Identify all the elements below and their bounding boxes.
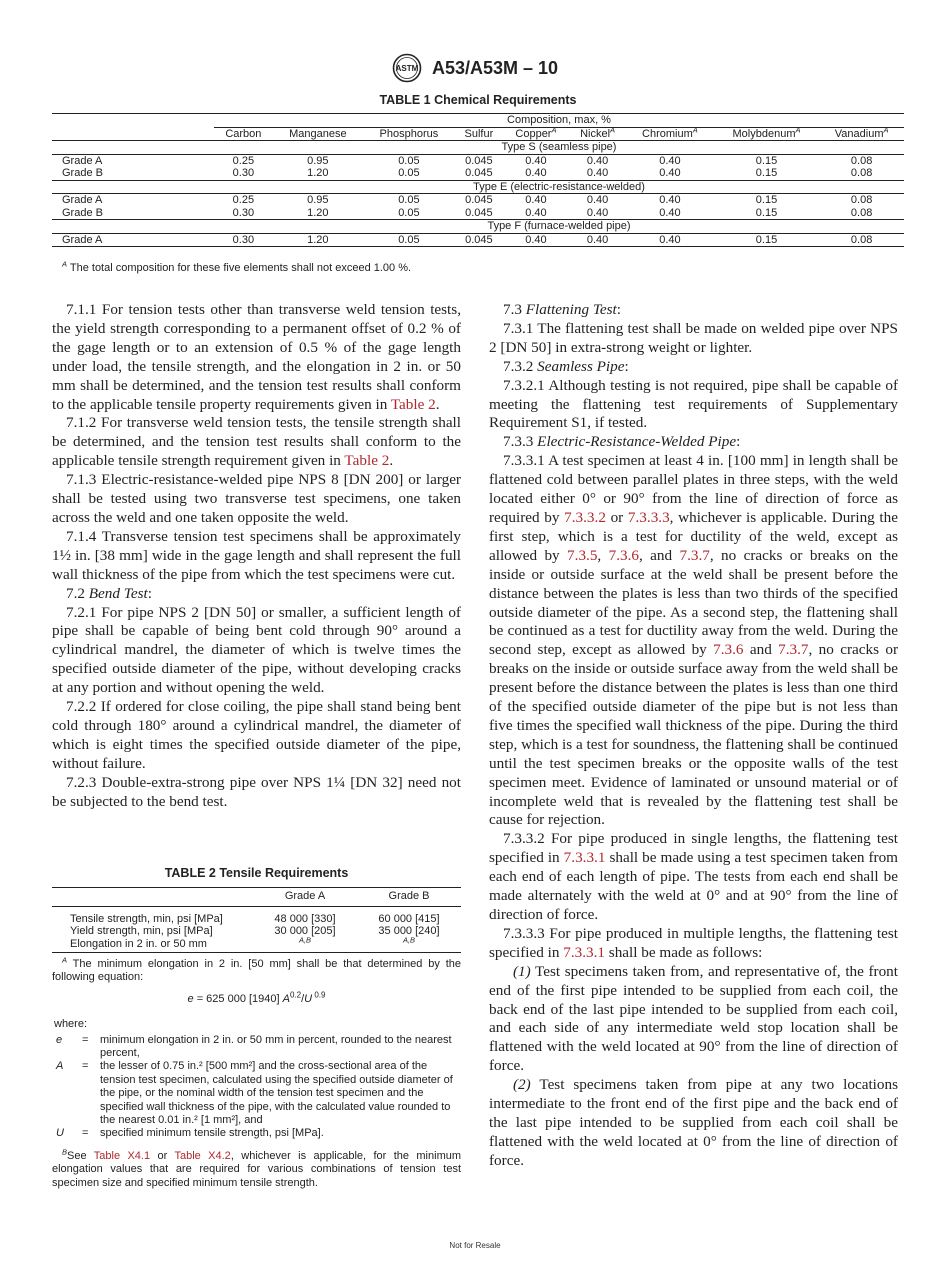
table1-column-headers: [52, 127, 904, 141]
table1-cell: 0.15: [755, 167, 778, 179]
section-7-1-3: 7.1.3 Electric-resistance-welded pipe NPS 8 [DN 200] or larger shall be tested using two transverse test specimens, one taken across the weld and one taken opposite the weld.: [52, 471, 461, 526]
table-row: [52, 938, 461, 953]
definition-symbol: U: [56, 1127, 64, 1140]
section-7-1-2: 7.1.2 For transverse weld tension tests, the tensile strength shall be determined, and the tension test results shall conform to the applicable tensile strength requirement given in Table 2.: [52, 414, 461, 470]
table-x4-1-link[interactable]: Table X4.1: [93, 1149, 151, 1162]
table1-cell: 0.05: [398, 167, 420, 179]
table1-group-title: Type E (electric-resistance-welded): [214, 180, 904, 194]
table1-cell: 0.045: [455, 233, 503, 247]
ref-7-3-5[interactable]: 7.3.5: [567, 546, 598, 564]
ref-7-3-3-1[interactable]: 7.3.3.1: [563, 943, 605, 961]
table1-cell: 0.40: [503, 233, 569, 247]
table1-cell: 0.40: [525, 206, 547, 219]
table2-row-label: Tensile strength, min, psi [MPa]: [70, 912, 223, 925]
table2-cell: A,B: [357, 938, 461, 953]
ref-7-3-6[interactable]: 7.3.6: [608, 546, 639, 564]
table1-column-header: Manganese: [273, 127, 363, 141]
section-7-2-heading: 7.2 Bend Test:: [66, 584, 152, 602]
definition-text: specified minimum tensile strength, psi [MPa].: [100, 1127, 324, 1140]
table1-cell: 0.40: [569, 233, 626, 247]
ref-7-3-3-3[interactable]: 7.3.3.3: [627, 508, 670, 526]
table-x4-2-link[interactable]: Table X4.2: [174, 1149, 231, 1162]
table1: [52, 113, 904, 247]
table-row: [52, 154, 904, 167]
table1-column-header: Phosphorus: [363, 127, 455, 141]
table1-cell: 0.15: [755, 206, 778, 219]
ref-7-3-3-2[interactable]: 7.3.3.2: [564, 508, 606, 526]
table1-row-label: Grade A: [52, 233, 214, 247]
table1-cell: 0.40: [659, 206, 681, 219]
table1-column-header: Nickel$^A$: [569, 127, 626, 141]
table2-body: [52, 906, 461, 953]
section-7-2-3: 7.2.3 Double-extra-strong pipe over NPS 1¼ [DN 32] need not be subjected to the bend test.: [52, 773, 461, 810]
table1-footnote: [62, 259, 412, 274]
definition-symbol: e: [56, 1033, 63, 1046]
table2-link[interactable]: Table 2: [390, 395, 436, 413]
chemical-requirements-table: [52, 113, 904, 247]
table1-cell: 1.20: [307, 167, 329, 179]
table2-cell: 35 000 [240]: [378, 925, 440, 937]
table1-cell: 0.40: [586, 206, 609, 219]
page-header: [0, 53, 950, 83]
tensile-requirements-table: [52, 887, 461, 953]
table1-cell: 0.15: [714, 233, 820, 247]
section-7-3-3-3: 7.3.3.3 For pipe produced in multiple lengths, the flattening test specified in 7.3.3.1 shall be made as follows:: [489, 924, 898, 961]
table1-cell: 0.40: [659, 167, 681, 179]
table1-cell: 0.045: [465, 167, 493, 179]
table1-group-title: Type F (furnace-welded pipe): [214, 220, 904, 234]
table1-cell: 0.40: [626, 233, 714, 247]
table1-column-header: Sulfur: [455, 127, 503, 141]
table1-cell: 0.40: [503, 154, 569, 167]
table1-cell: 0.045: [455, 154, 503, 167]
definition-equals: =: [82, 1060, 89, 1073]
table1-cell: 0.40: [626, 154, 714, 167]
list-item-2: (2) Test specimens taken from pipe at any two locations intermediate to the front end of the first pipe and the back end of the last pipe intended to be supplied from each coil shall be flattened with the weld located at 0° from the line of direction of force.: [489, 1076, 898, 1169]
table1-group-row: [52, 220, 904, 234]
table1-cell: 0.15: [714, 154, 820, 167]
table1-cell: 0.05: [398, 206, 420, 219]
table-row: [52, 233, 904, 247]
table1-cell: 0.40: [626, 194, 714, 207]
section-7-3-3-2: 7.3.3.2 For pipe produced in single lengths, the flattening test specified in 7.3.3.1 shall be made using a test specimen taken from each end of each length of pipe. The tests from each end shall be made alternately with the weld at 0° and at 90° from the line of direction of force.: [489, 830, 898, 923]
definition-row: [52, 1060, 461, 1127]
table1-row-label: Grade B: [62, 167, 103, 179]
table1-cell: 0.05: [363, 154, 455, 167]
section-7-3-2-heading: 7.3.2 Seamless Pipe:: [503, 357, 629, 375]
right-column: [489, 301, 898, 1171]
table1-row-label: Grade A: [52, 154, 214, 167]
section-7-3-2-1: 7.3.2.1 Although testing is not required, pipe shall be capable of meeting the flattening test requirements of Supplementary Requirement S1, if tested.: [489, 376, 898, 432]
section-7-3-3-heading: 7.3.3 Electric-Resistance-Welded Pipe:: [503, 433, 741, 451]
table2-note-a: $^A$ The minimum elongation in 2 in. [50 mm] shall be that determined by the following equation:: [52, 955, 461, 984]
table1-cell: 0.40: [503, 194, 569, 207]
section-7-1-1: 7.1.1 For tension tests other than transverse weld tension tests, the yield strength corresponding to a permanent offset of 0.2 % of the gage length or to an extension of 0.5 % of the gage length under load, the tensile strength, and the elongation in 2 in. or 50 mm shall be determined, and the tension test results shall conform to the applicable tensile property requirements given in Table 2.: [52, 301, 461, 413]
table2-column-header: Grade B: [357, 888, 461, 907]
table2-link[interactable]: Table 2: [344, 452, 390, 470]
section-7-2-2: 7.2.2 If ordered for close coiling, the pipe shall stand being bent cold through 180° around a cylindrical mandrel, the diameter of which is eight times the specified outside diameter of the pipe, without failure.: [52, 698, 461, 772]
page-footer: Not for Resale: [449, 1241, 501, 1250]
table1-cell: 0.08: [819, 233, 904, 247]
table1-cell: 0.95: [273, 194, 363, 207]
definition-symbol: A: [56, 1060, 64, 1073]
table-row: [52, 207, 904, 220]
table1-row-label: Grade B: [62, 206, 103, 219]
table1-cell: 0.30: [232, 206, 255, 219]
table1-row-label: Grade A: [52, 194, 214, 207]
astm-logo-text: ASTM: [395, 64, 419, 74]
table1-group-row: [52, 180, 904, 194]
table1-column-header: Molybdenum$^A$: [714, 127, 820, 141]
definition-row: [52, 1034, 461, 1061]
table2-cell: 60 000 [415]: [378, 912, 440, 925]
table-row: [52, 194, 904, 207]
table1-cell: 0.05: [363, 194, 455, 207]
table2-row-label: Elongation in 2 in. or 50 mm: [52, 938, 253, 953]
elongation-equation: e = 625 000 [1940] $A^{0.2}/U$ $^{0.9}$: [187, 990, 326, 1005]
table1-cell: 0.30: [214, 233, 273, 247]
table1-cell: 0.25: [214, 194, 273, 207]
table1-cell: 0.95: [273, 154, 363, 167]
table1-footnote-text: The total composition for these five elements shall not exceed 1.00 %.: [69, 262, 412, 274]
table1-cell: 1.20: [273, 233, 363, 247]
table1-cell: 1.20: [307, 206, 329, 219]
table1-cell: 0.05: [363, 233, 455, 247]
table2-row-label: Yield strength, min, psi [MPa]: [70, 925, 213, 937]
definition-text: the lesser of 0.75 in.² [500 mm²] and the cross-sectional area of the tension test specimen, calculated using the specified outside diameter of the pipe, or the nominal width of the tension test specimen and the specified wall thickness of the pipe, with the calculated value rounded to the nearest 0.01 in.² [1 mm²], and: [100, 1060, 453, 1127]
section-7-3-heading: 7.3 Flattening Test:: [503, 301, 622, 318]
table1-cell: 0.30: [232, 167, 255, 179]
table1-cell: 0.08: [819, 194, 904, 207]
list-item-1: (1) Test specimens taken from, and representative of, the front end of the first pipe intended to be supplied from each coil, the back end of the last pipe intended to be supplied from each coil, and each side of any intermediate weld stop location shall be flattened with the weld located at 90° from the line of direction of force.: [489, 962, 898, 1075]
table1-group-row: [52, 141, 904, 155]
table1-cell: 0.045: [465, 206, 493, 219]
table1-column-header: Copper$^A$: [503, 127, 569, 141]
where-label: where:: [54, 1018, 88, 1031]
table2-column-headers: [52, 888, 461, 907]
definition-text: minimum elongation in 2 in. or 50 mm in percent, rounded to the nearest percent,: [100, 1033, 452, 1060]
table2-column-header: Grade A: [253, 888, 357, 907]
section-7-3-1: 7.3.1 The flattening test shall be made on welded pipe over NPS 2 [DN 50] in extra-strong weight or lighter.: [489, 319, 898, 356]
table2-cell: 48 000 [330]: [274, 912, 336, 925]
left-column: [52, 301, 461, 811]
ref-7-3-7[interactable]: 7.3.7: [778, 641, 809, 659]
definition-row: [52, 1127, 461, 1140]
table1-cell: 0.15: [714, 194, 820, 207]
definition-equals: =: [82, 1033, 89, 1046]
table1-cell: 0.40: [569, 194, 626, 207]
table1-body: [52, 141, 904, 247]
table1-caption: TABLE 1 Chemical Requirements: [379, 93, 577, 107]
table1-cell: 0.40: [569, 154, 626, 167]
table1-cell: 0.40: [586, 167, 609, 179]
definition-equals: =: [82, 1127, 89, 1140]
footnote-mark: A: [62, 259, 68, 269]
equation-definitions: [52, 1034, 461, 1141]
table2-cell: 30 000 [205]: [274, 925, 336, 937]
table2-note-b: $^B$See Table X4.1 or Table X4.2, whichever is applicable, for the minimum elongation values that are required for various combinations of tension test specimen size and specified minimum tensile strength.: [52, 1147, 462, 1189]
table1-column-header: Chromium$^A$: [626, 127, 714, 141]
ref-7-3-3-1[interactable]: 7.3.3.1: [563, 849, 606, 867]
ref-7-3-6[interactable]: 7.3.6: [713, 641, 744, 659]
document-designation: A53/A53M – 10: [431, 57, 559, 78]
section-7-2-1: 7.2.1 For pipe NPS 2 [DN 50] or smaller, a sufficient length of pipe shall be capable of being bent cold through 90° around a cylindrical mandrel, the diameter of which is twelve times the specified outside diameter of the pipe, without developing cracks at any portion and without opening the weld.: [52, 603, 461, 697]
table-row: [52, 167, 904, 180]
ref-7-3-7[interactable]: 7.3.7: [679, 546, 710, 564]
section-7-3-3-1: 7.3.3.1 A test specimen at least 4 in. [100 mm] in length shall be flattened cold between parallel plates in three steps, with the weld located either 0° or 90° from the line of direction of force as required by 7.3.3.2 or 7.3.3.3, whichever is applicable. During the first step, which is a test for ductility of the weld, except as allowed by 7.3.5, 7.3.6, and 7.3.7, no cracks or breaks on the inside or outside surface at the weld shall be present before the distance between the plates is less than two thirds of the specified outside diameter of the pipe. As a second step, the flattening shall be continued as a test for ductility away from the weld. During the second step, except as allowed by 7.3.6 and 7.3.7, no cracks or breaks on the inside or outside surface away from the weld shall be present before the distance between the plates is less than one third of the specified outside diameter of the pipe but is not less than five times the specified wall thickness of the pipe. During the third step, which is a test for soundness, the flattening shall be continued until the test specimen breaks or the opposite walls of the test specimen meet. Evidence of laminated or unsound material or of incomplete weld that is revealed by the flattening test shall be cause for rejection.: [489, 452, 899, 829]
table1-cell: 0.40: [525, 167, 547, 179]
table1-cell: 0.045: [455, 194, 503, 207]
table1-group-header: Composition, max, %: [214, 114, 904, 128]
table1-column-header: Vanadium$^A$: [819, 127, 904, 141]
table1-cell: 0.08: [850, 206, 873, 219]
table2-caption: TABLE 2 Tensile Requirements: [164, 866, 349, 880]
table-row: [52, 906, 461, 925]
table2-notes: [52, 955, 462, 1190]
table1-cell: 0.08: [819, 154, 904, 167]
table1-cell: 0.08: [850, 167, 873, 179]
table2-block: [52, 866, 461, 1190]
table-row: [52, 925, 461, 938]
table1-group-title: Type S (seamless pipe): [214, 141, 904, 155]
table2-cell: A,B: [253, 938, 357, 953]
table1-cell: 0.25: [214, 154, 273, 167]
section-7-1-4: 7.1.4 Transverse tension test specimens shall be approximately 1½ in. [38 mm] wide in the gage length and shall represent the full wall thickness of the pipe from which the test specimens were cut.: [52, 527, 461, 583]
astm-logo-icon: [392, 53, 422, 83]
table1-column-header: Carbon: [214, 127, 273, 141]
